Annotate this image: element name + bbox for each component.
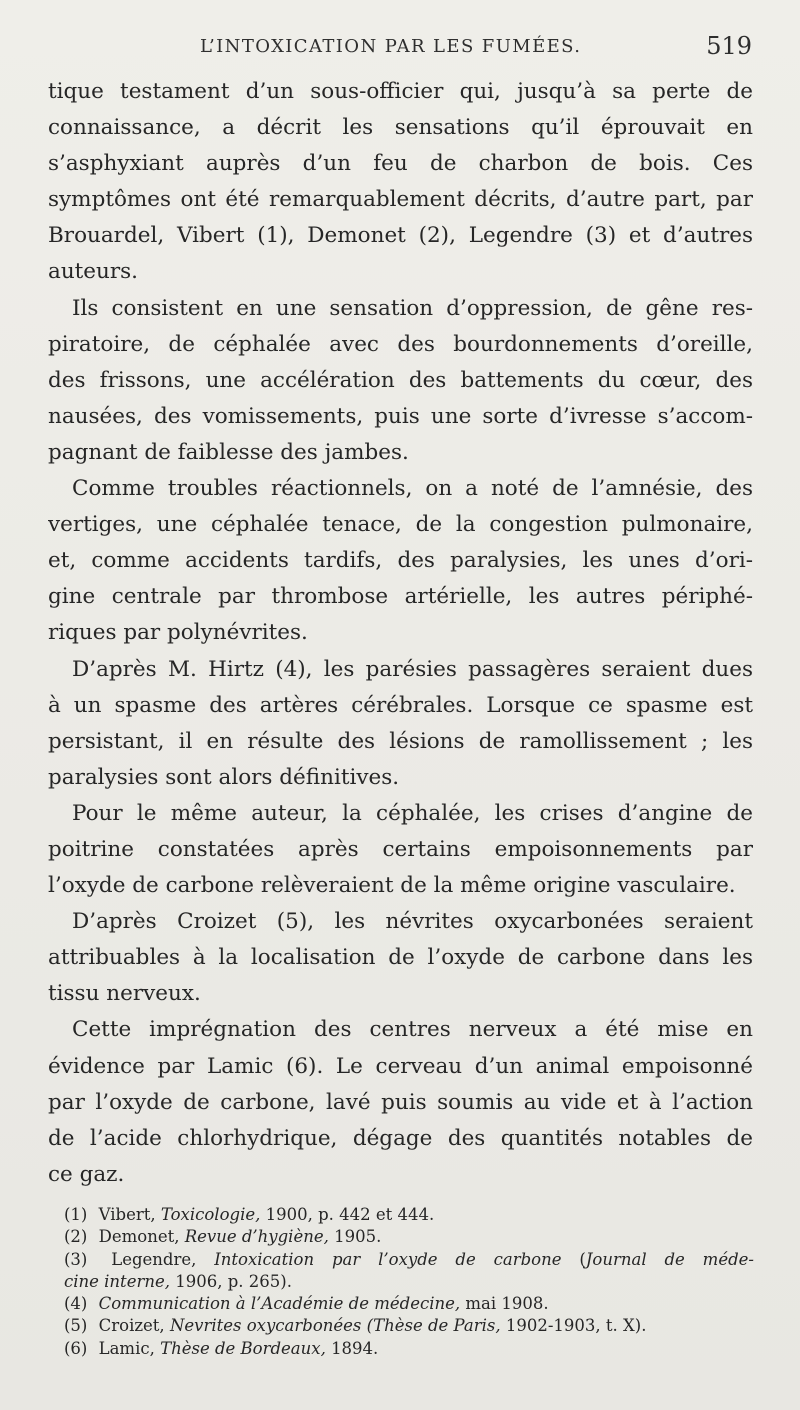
- footnote-number: (3): [64, 1249, 88, 1269]
- footnote-number: (5): [64, 1316, 88, 1336]
- text-line: paralysies sont alors définitives.: [48, 764, 400, 790]
- text-line: Brouardel, Vibert (1), Demonet (2), Legendre (3) et d’autres: [48, 223, 753, 249]
- paragraph-3: [48, 471, 753, 651]
- footnote-title: Nevrites oxycarbonées: [169, 1316, 362, 1336]
- text-line: tique testament d’un sous-officier qui, jusqu’à sa perte de: [48, 79, 753, 104]
- text-line: connaissance, a décrit les sensations qu’il éprouvait en: [48, 115, 753, 141]
- footnote-detail: 1900, p. 442 et 444.: [265, 1205, 435, 1224]
- text-line: évidence par Lamic (6). Le cerveau d’un animal empoisonné: [48, 1053, 753, 1079]
- footnote-author: Lamic,: [98, 1338, 155, 1358]
- text-line: des frissons, une accélération des battements du cœur, des: [48, 367, 753, 393]
- footnote-1: [64, 1204, 754, 1226]
- footnote-5: [64, 1315, 754, 1337]
- footnote-detail: 1902-1903, t. X).: [505, 1316, 647, 1336]
- footnote-detail: 1905.: [334, 1227, 382, 1247]
- text-line: l’oxyde de carbone relèveraient de la même origine vasculaire.: [48, 873, 736, 899]
- footnote-paren: (: [579, 1249, 586, 1269]
- text-line: riques par polynévrites.: [48, 620, 308, 646]
- text-line: Comme troubles réactionnels, on a noté de l’amnésie, des: [72, 476, 753, 502]
- footnote-number: (2): [64, 1227, 88, 1247]
- footnote-journal: cine interne,: [64, 1271, 170, 1291]
- footnote-detail: 1906, p. 265).: [175, 1271, 292, 1291]
- footnote-title: Toxicologie,: [160, 1205, 261, 1224]
- text-line: Pour le même auteur, la céphalée, les crises d’angine de: [72, 800, 753, 826]
- text-line: de l’acide chlorhydrique, dégage des quantités notables de: [48, 1125, 753, 1151]
- footnote-author: Vibert,: [98, 1205, 156, 1224]
- text-line: piratoire, de céphalée avec des bourdonnements d’oreille,: [48, 331, 753, 357]
- text-line: symptômes ont été remarquablement décrits, d’autre part, par: [48, 187, 753, 213]
- paragraph-2: [48, 291, 753, 471]
- paragraph-7: [48, 1012, 753, 1192]
- footnote-title: Thèse de Bordeaux,: [160, 1338, 326, 1358]
- text-line: Cette imprégnation des centres nerveux a été mise en: [72, 1017, 753, 1043]
- text-line: s’asphyxiant auprès d’un feu de charbon de bois. Ces: [48, 151, 753, 177]
- footnote-author: Croizet,: [98, 1316, 165, 1336]
- text-line: à un spasme des artères cérébrales. Lorsque ce spasme est: [48, 692, 753, 718]
- footnote-detail: 1894.: [331, 1338, 379, 1358]
- text-line: gine centrale par thrombose artérielle, les autres périphé-: [48, 584, 753, 610]
- footnote-4: [64, 1293, 754, 1315]
- footnote-3-continued: [64, 1271, 754, 1293]
- text-line: auteurs.: [48, 259, 139, 285]
- text-line: D’après M. Hirtz (4), les parésies passagères seraient dues: [72, 656, 753, 682]
- text-line: pagnant de faiblesse des jambes.: [48, 439, 409, 465]
- footnote-number: (1): [64, 1205, 88, 1224]
- text-line: persistant, il en résulte des lésions de ramollissement ; les: [48, 728, 753, 754]
- footnote-journal: Journal de méde-: [585, 1249, 754, 1269]
- footnote-title: Revue d’hygiène,: [184, 1227, 329, 1247]
- footnote-author: Legendre,: [111, 1249, 197, 1269]
- footnote-2: [64, 1226, 754, 1248]
- footnote-thesis: (Thèse de Paris,: [366, 1316, 501, 1336]
- footnote-author: Demonet,: [98, 1227, 180, 1247]
- footnotes: [64, 1204, 754, 1360]
- page-header: [0, 32, 800, 62]
- footnote-detail: mai 1908.: [465, 1294, 549, 1314]
- page-number: 519: [706, 32, 752, 60]
- paragraph-6: [48, 904, 753, 1012]
- text-line: Ils consistent en une sensation d’oppression, de gêne res-: [72, 295, 753, 321]
- body-text: [48, 74, 753, 1193]
- paragraph-1: [48, 74, 753, 291]
- footnote-6: [64, 1338, 754, 1360]
- text-line: D’après Croizet (5), les névrites oxycarbonées seraient: [72, 909, 753, 935]
- paragraph-4: [48, 652, 753, 796]
- text-line: poitrine constatées après certains empoisonnements par: [48, 836, 753, 862]
- paragraph-5: [48, 796, 753, 904]
- footnote-number: (4): [64, 1294, 88, 1314]
- text-line: attribuables à la localisation de l’oxyde de carbone dans les: [48, 945, 753, 971]
- text-line: par l’oxyde de carbone, lavé puis soumis au vide et à l’action: [48, 1089, 753, 1115]
- footnote-3: [64, 1249, 754, 1271]
- footnote-title: Intoxication par l’oxyde de carbone: [214, 1249, 562, 1269]
- text-line: et, comme accidents tardifs, des paralysies, les unes d’ori-: [48, 548, 753, 574]
- text-line: nausées, des vomissements, puis une sorte d’ivresse s’accom-: [48, 403, 753, 429]
- text-line: vertiges, une céphalée tenace, de la congestion pulmonaire,: [48, 512, 753, 538]
- footnote-number: (6): [64, 1338, 88, 1358]
- text-line: tissu nerveux.: [48, 981, 201, 1007]
- text-line: ce gaz.: [48, 1161, 125, 1187]
- running-head: L’INTOXICATION PAR LES FUMÉES.: [200, 36, 582, 57]
- footnote-title: Communication à l’Académie de médecine,: [98, 1294, 461, 1314]
